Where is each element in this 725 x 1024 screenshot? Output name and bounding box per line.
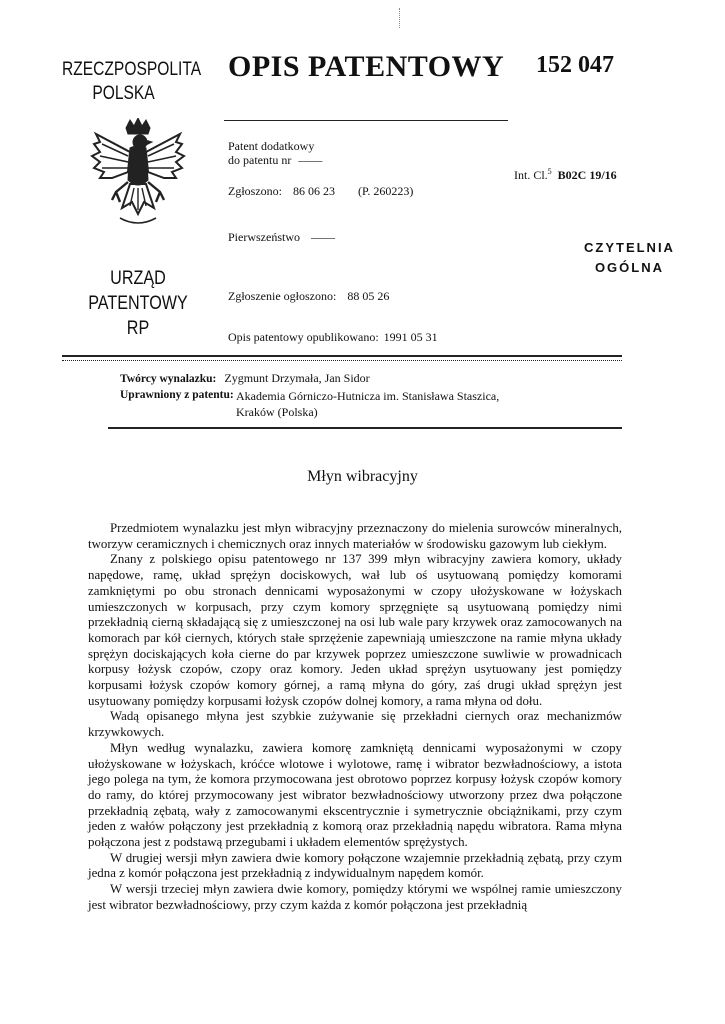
document-type: OPIS PATENTOWY: [228, 50, 505, 83]
classification-label: Int. Cl.: [514, 168, 548, 182]
published-application-date: 88 05 26: [347, 289, 390, 303]
priority-value: ——: [311, 230, 335, 244]
additional-patent-label: Patent dodatkowy: [228, 139, 315, 153]
parties-divider: [108, 427, 622, 429]
filed-date: 86 06 23: [293, 184, 335, 198]
country-line-2: POLSKA: [92, 83, 155, 104]
inventors-label: Twórcy wynalazku:: [120, 373, 217, 385]
office-line-3: RP: [126, 318, 150, 339]
inventors-row: [120, 369, 370, 387]
inventors-value: Zygmunt Drzymała, Jan Sidor: [224, 371, 370, 385]
paragraph-5: W drugiej wersji młyn zawiera dwie komory połączone wzajemnie przekładnią zębatą, przy czym jedna z komór połączona jest przekładnią z indywidualnym napędem komór.: [88, 850, 622, 881]
published-description-row: [228, 330, 438, 345]
filed-row: [228, 184, 413, 199]
header-rule: [224, 120, 508, 121]
paragraph-2: Znany z polskiego opisu patentowego nr 137 399 młyn wibracyjny zawiera komory, układy napędowe, ramę, układ sprężyn dociskowych, wał lub oś usytuowaną pomiędzy komorami zamkniętymi po obu stronach dennicami wyposażonymi w czopy ułożyskowane w łożyskach umieszczonych w korpusach, przy czym komory sprzęgnięte są usytuowaną pomiędzy nimi przekładnią cierną składającą się z umieszczonej na osi lub wale pary krzywek oraz zamocowanych na komorach par kół ciernych, których stałe sprzężenie zapewniają umieszczone na ramie młyna układy sprężyn dociskających koła cierne do par krzywek poprzez umieszczone suwliwie w prowadnicach korpusy łożysk czopów, czopy oraz komory. Jeden układ sprężyn usytuowany jest pomiędzy korpusami łożysk czopów komory górnej, a ramą młyna do góry, zaś drugi układ sprężyn jest usytuowany pomiędzy korpusami łożysk czopów dolnej komory, a rama młyna od dołu.: [88, 552, 622, 708]
patent-number: 152 047: [536, 52, 614, 78]
invention-title: Młyn wibracyjny: [307, 468, 418, 485]
paragraph-3: Wadą opisanego młyna jest szybkie zużywanie się przekładni ciernych oraz mechanizmów krzywkowych.: [88, 709, 622, 740]
filed-application: (P. 260223): [358, 184, 414, 198]
country-name: [62, 58, 202, 106]
country-line-1: RZECZPOSPOLITA: [62, 59, 202, 80]
description-body: [88, 521, 622, 914]
paragraph-6: W wersji trzeciej młyn zawiera dwie komory, pomiędzy którymi we wspólnej ramie umieszczony jest wibrator bezwładnościowy, przy czym każda z komór połączona jest przekładnią: [88, 882, 622, 912]
classification-code: B02C 19/16: [557, 168, 617, 182]
patent-office: [87, 266, 189, 341]
holder-line-2: Kraków (Polska): [236, 405, 318, 419]
office-line-2: PATENTOWY: [88, 293, 188, 314]
to-patent-value: ——: [298, 153, 323, 167]
scan-mark: [399, 8, 401, 28]
holder-label: Uprawniony z patentu:: [120, 389, 234, 401]
priority-row: [228, 230, 335, 245]
eagle-emblem-icon: [90, 118, 186, 230]
to-patent-row: [228, 153, 322, 168]
paragraph-4: Młyn według wynalazku, zawiera komorę zamkniętą dennicami wyposażonymi w czopy ułożyskowane w łożyskach, króćce wlotowe i wylotowe, ramę i wibrator bezwładnościowy, a istota jego polega na tym, że komora przymocowana jest obrotowo poprzez korpusy łożysk czopów komory do ramy, do której przymocowany jest wibrator bezwładnościowy utworzony przez dwa połączone przekładnią zębatą, wały z zamocowanymi ekscentrycznie i symetrycznie obciążnikami, przy czym jeden z wałów połączony jest przekładnią z komorą oraz przekładnią napędu wibratora. Rama młyna połączona jest z podstawą przegubami i układem elementów sprężystych.: [88, 740, 622, 850]
library-stamp-line-1: CZYTELNIA: [584, 240, 675, 255]
classification: [514, 164, 617, 183]
details-divider: [62, 355, 622, 357]
published-description-label: Opis patentowy opublikowano:: [228, 330, 379, 344]
to-patent-label: do patentu nr: [228, 153, 292, 167]
published-application-row: [228, 289, 389, 304]
published-application-label: Zgłoszenie ogłoszono:: [228, 289, 337, 303]
details-divider-thin: [62, 360, 622, 361]
paragraph-1: Przedmiotem wynalazku jest młyn wibracyjny przeznaczony do mielenia surowców mineralnych, tworzyw ceramicznych i chemicznych oraz innych materiałów w środowisku gazowym lub ciekłym.: [88, 521, 622, 551]
library-stamp: [584, 238, 675, 278]
priority-label: Pierwszeństwo: [228, 230, 300, 244]
office-line-1: URZĄD: [110, 268, 166, 289]
published-description-date: 1991 05 31: [383, 330, 438, 344]
library-stamp-line-2: OGÓLNA: [594, 260, 664, 275]
filed-label: Zgłoszono:: [228, 184, 282, 198]
classification-edition: 5: [547, 167, 552, 176]
holder-line-1: Akademia Górniczo-Hutnicza im. Stanisława Staszica,: [236, 389, 500, 403]
